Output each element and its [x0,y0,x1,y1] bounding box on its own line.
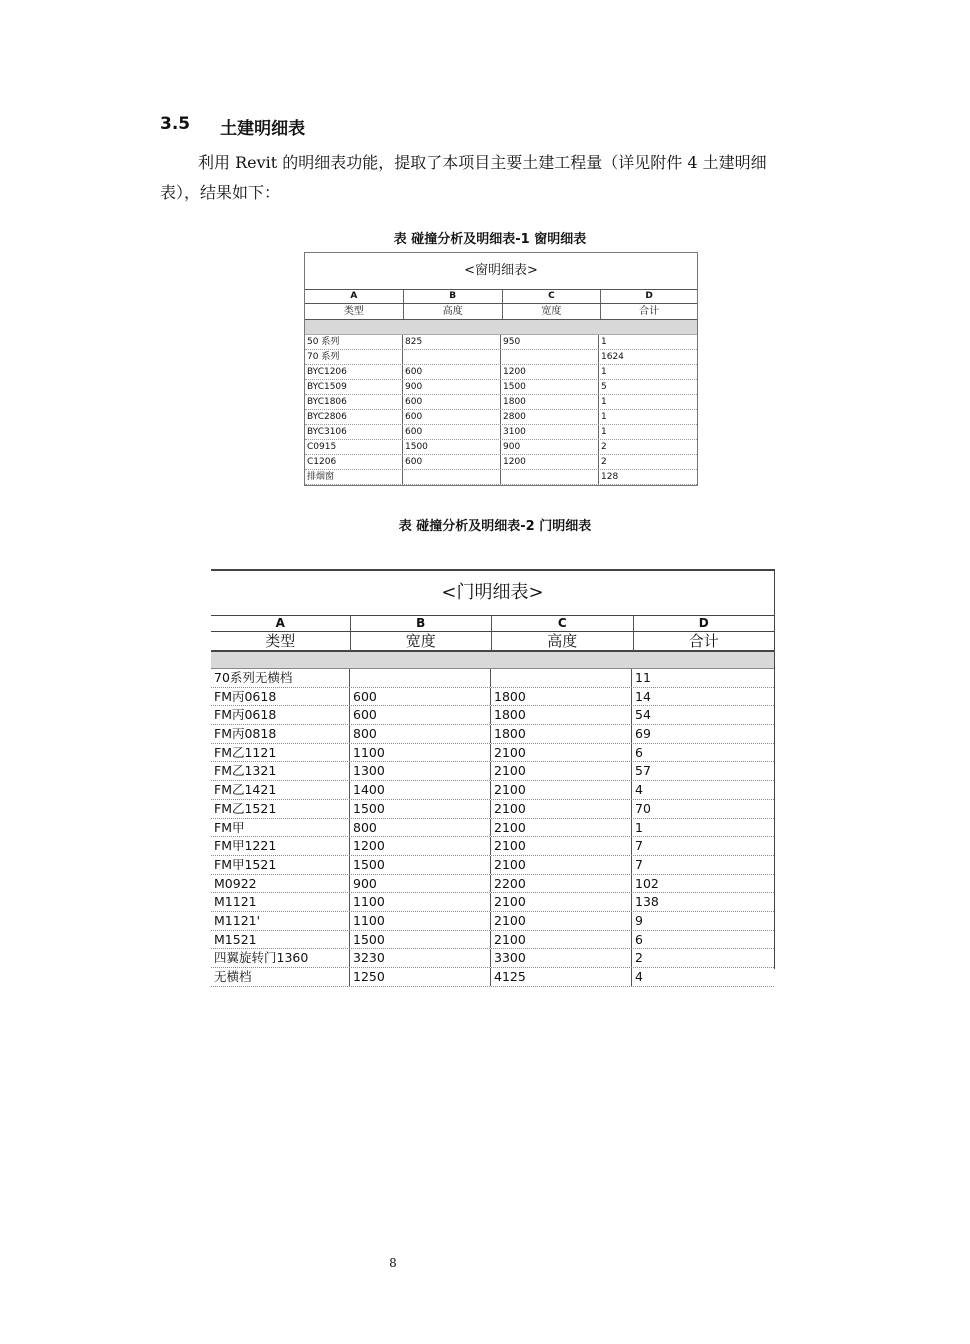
table-row [211,931,774,950]
table-row [211,875,774,894]
table-row [211,688,774,707]
table-row [211,669,774,688]
table-cell: FM乙1521 [211,800,350,818]
table-cell: 14 [635,688,651,704]
table-cell [501,350,599,364]
table-cell: 1800 [491,688,632,706]
table-cell: BYC3106 [305,425,403,439]
table-cell: 1250 [350,968,491,986]
table-cell: FM甲1221 [211,837,350,855]
table-cell: 4 [635,782,643,798]
table-row [211,706,774,725]
intro-paragraph: 利用 Revit 的明细表功能，提取了本项目主要土建工程量（详见附件 4 土建明细表），结果如下： [160,153,767,202]
table-cell: 1500 [350,800,491,818]
table-cell: M0922 [211,875,350,893]
window-column-headers [305,304,697,320]
table-cell: 2100 [491,912,632,930]
table-cell: 600 [403,395,501,409]
table-cell: 2200 [491,875,632,893]
window-table-caption: 表 碰撞分析及明细表-1 窗明细表 [393,232,587,247]
column-header: 高度 [404,304,503,319]
table-cell: 1200 [501,455,599,469]
table-cell: BYC1206 [305,365,403,379]
table-cell: 70 系列 [305,350,403,364]
table-cell: BYC2806 [305,410,403,424]
column-letter: A [305,290,404,303]
table-cell: 600 [403,455,501,469]
table-cell: 900 [350,875,491,893]
table-cell: 2100 [491,762,632,780]
table-cell [403,350,501,364]
table-cell: 5 [601,382,607,392]
table-row [211,744,774,763]
table-cell: 600 [350,706,491,724]
table-cell: 825 [403,335,501,349]
column-letter: D [698,616,709,630]
table-row [305,350,697,365]
table-cell: 1 [635,819,643,835]
column-letter: B [404,290,503,303]
table-cell: 2100 [491,837,632,855]
table-cell: 54 [635,707,651,723]
table-cell: 排烟窗 [305,470,403,484]
column-letter: A [211,616,351,631]
table-cell: 1 [601,412,607,422]
table-cell: 7 [635,838,643,854]
table-cell: 1100 [350,912,491,930]
table-cell: 70系列无横档 [211,669,350,687]
table-cell: 2100 [491,893,632,911]
table-cell: 2100 [491,931,632,949]
table-cell: 1800 [501,395,599,409]
table-cell: 1800 [491,725,632,743]
table-cell [491,669,632,687]
table-cell: 3100 [501,425,599,439]
table-cell: 2 [635,950,643,966]
door-column-letters [211,616,774,632]
table-cell: 4125 [491,968,632,986]
table-cell: 1500 [350,931,491,949]
table-row [211,893,774,912]
table-cell: 2100 [491,819,632,837]
table-cell: FM甲1521 [211,856,350,874]
table-cell: 1200 [350,837,491,855]
column-header: 类型 [211,632,351,650]
table-cell: FM乙1321 [211,762,350,780]
door-table-body [211,669,774,987]
table-cell: 950 [501,335,599,349]
table-cell [501,470,599,484]
table-cell: 600 [350,688,491,706]
table-cell: FM乙1121 [211,744,350,762]
table-row [305,395,697,410]
table-cell: 900 [403,380,501,394]
table-row [305,380,697,395]
door-schedule-table [211,569,775,984]
table-cell: 2 [601,442,607,452]
table-cell: 600 [403,365,501,379]
table-cell: 1500 [350,856,491,874]
table-cell: 69 [635,726,651,742]
window-table-body [305,335,697,485]
table-cell: 2100 [491,800,632,818]
table-cell: 1300 [350,762,491,780]
section-number: 3.5 [160,114,191,134]
table-cell: 70 [635,800,651,816]
column-letter: C [492,616,634,631]
table-cell: M1121' [211,912,350,930]
table-row [305,470,697,485]
table-cell: 3230 [350,949,491,967]
table-cell: BYC1509 [305,380,403,394]
table-cell: FM丙0818 [211,725,350,743]
table-cell: 1200 [501,365,599,379]
table-cell: 4 [635,969,643,984]
column-header: 合计 [688,632,719,650]
table-cell: 1100 [350,744,491,762]
table-cell: 1800 [491,706,632,724]
table-row [211,912,774,931]
table-cell: 128 [601,472,619,482]
table-cell: 57 [635,763,651,779]
table-row [305,365,697,380]
table-cell: 2100 [491,856,632,874]
window-schedule-table [304,252,698,486]
table-cell: 2 [601,457,607,467]
section-heading [160,114,305,139]
column-letter: B [351,616,493,631]
table-row [211,725,774,744]
section-title: 土建明细表 [220,119,306,139]
table-row [305,410,697,425]
group-separator [305,320,697,335]
table-row [211,800,774,819]
table-cell: 2800 [501,410,599,424]
table-cell [403,470,501,484]
table-cell: 6 [635,744,643,760]
table-cell: 800 [350,725,491,743]
table-row [211,819,774,838]
table-cell: 1 [601,367,607,377]
group-separator [211,652,774,669]
column-header: 宽度 [351,632,493,650]
door-table-caption: 表 碰撞分析及明细表-2 门明细表 [398,519,592,534]
table-cell: 1 [601,427,607,437]
column-letter: C [503,290,602,303]
column-header: 合计 [639,306,660,317]
table-cell: 600 [403,425,501,439]
table-cell: C0915 [305,440,403,454]
page-number: 8 [389,1256,397,1270]
column-header: 高度 [492,632,634,650]
door-schedule-title: <门明细表> [211,571,774,616]
table-row [211,781,774,800]
table-cell: 102 [635,875,659,891]
table-cell: 2100 [491,744,632,762]
table-cell: 900 [501,440,599,454]
table-cell: 1 [601,397,607,407]
table-cell: 50 系列 [305,335,403,349]
table-cell: 7 [635,856,643,872]
table-cell [350,669,491,687]
table-row [211,837,774,856]
table-cell: M1121 [211,893,350,911]
table-cell: 2100 [491,781,632,799]
table-cell: FM乙1421 [211,781,350,799]
table-cell: 800 [350,819,491,837]
table-cell: 9 [635,912,643,928]
table-row [305,425,697,440]
table-cell: 1624 [601,352,624,362]
table-cell: 1 [601,337,607,347]
window-schedule-title: <窗明细表> [305,253,697,290]
table-cell: 1500 [403,440,501,454]
table-cell: BYC1806 [305,395,403,409]
table-cell: FM甲 [211,819,350,837]
table-cell: 无横档 [211,968,350,986]
column-header: 类型 [305,304,404,319]
column-header: 宽度 [503,304,602,319]
door-column-headers [211,632,774,652]
table-cell: 1100 [350,893,491,911]
table-cell: 600 [403,410,501,424]
table-cell: 四翼旋转门1360 [211,949,350,967]
table-cell: 6 [635,931,643,947]
table-cell: 138 [635,894,659,910]
table-cell: M1521 [211,931,350,949]
table-cell: C1206 [305,455,403,469]
table-cell: 3300 [491,949,632,967]
table-row [305,455,697,470]
table-row [211,949,774,968]
table-cell: 11 [635,670,651,685]
column-letter: D [645,291,653,301]
table-cell: 1500 [501,380,599,394]
table-row [211,856,774,875]
table-row [305,335,697,350]
table-cell: 1400 [350,781,491,799]
window-column-letters [305,290,697,304]
table-row [211,762,774,781]
table-cell: FM丙0618 [211,706,350,724]
table-cell: FM丙0618 [211,688,350,706]
table-row [211,968,774,987]
table-row [305,440,697,455]
